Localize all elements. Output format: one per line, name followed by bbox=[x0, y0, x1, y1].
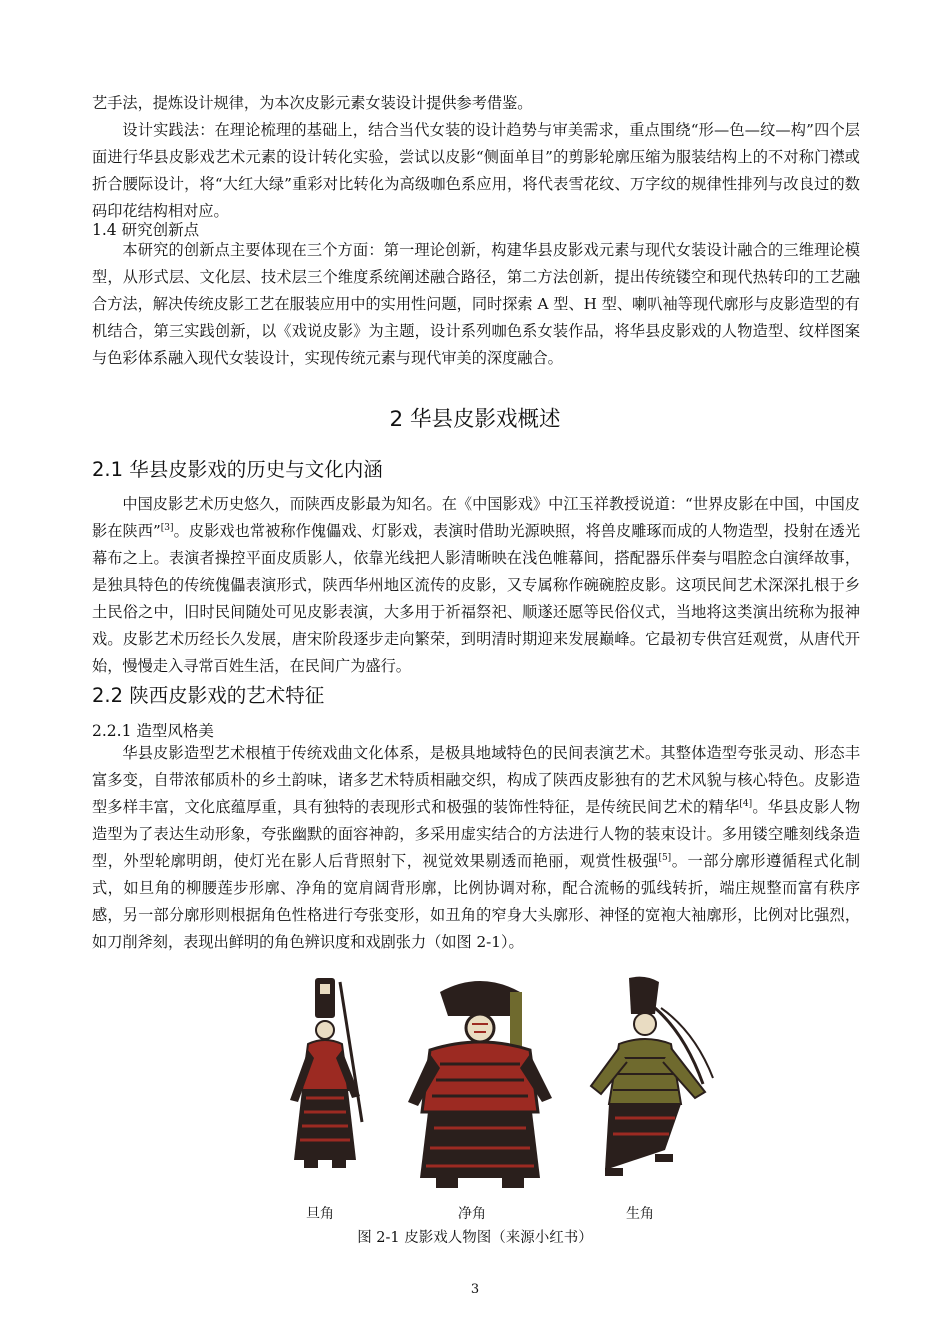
jing-jue-puppet-image bbox=[400, 972, 560, 1202]
subsection-heading-2-2-1: 2.2.1 造型风格美 bbox=[92, 722, 214, 740]
figure-label-jing: 净角 bbox=[458, 1206, 486, 1222]
paragraph-2-2-1 bbox=[92, 740, 860, 956]
paragraph-2-1-part-b: 。皮影戏也常被称作傀儡戏、灯影戏，表演时借助光源映照，将兽皮雕琢而成的人物造型，投射在透光幕布之上。表演者操控平面皮质影人，依靠光线把人影清晰映在浅色帷幕间，搭配器乐伴奏与唱腔念白演绎故事，是独具特色的传统傀儡表演形式，陕西华州地区流传的皮影，又专属称作碗碗腔皮影。这项民间艺术深深扎根于乡土民俗之中，旧时民间随处可见皮影表演，大多用于祈福祭祀、顺遂还愿等民俗仪式，当地将这类演出统称为报神戏。皮影艺术历经长久发展，唐宋阶段逐步走向繁荣，到明清时期迎来发展巅峰。它最初专供宫廷观赏，从唐代开始，慢慢走入寻常百姓生活，在民间广为盛行。 bbox=[92, 522, 861, 675]
page-number: 3 bbox=[470, 1282, 480, 1297]
paragraph-practice: 设计实践法：在理论梳理的基础上，结合当代女装的设计趋势与审美需求，重点围绕“形—色—纹—构”四个层面进行华县皮影戏艺术元素的设计转化实验，尝试以皮影“侧面单目”的剪影轮廓压缩为服装结构上的不对称门襟或折合腰际设计，将“大红大绿”重彩对比转化为高级咖色系应用，将代表雪花纹、万字纹的规律性排列与改良过的数码印花结构相对应。 bbox=[92, 121, 860, 220]
paragraph-2-1-part-a: 中国皮影艺术历史悠久，而陕西皮影最为知名。在《中国影戏》中江玉祥教授说道：“世界皮影在中国，中国皮影在陕西” bbox=[92, 495, 860, 540]
paragraph-innovation: 本研究的创新点主要体现在三个方面：第一理论创新，构建华县皮影戏元素与现代女装设计融合的三维理论模型，从形式层、文化层、技术层三个维度系统阐述融合路径，第二方法创新，提出传统镂空和现代热转印的工艺融合方法，解决传统皮影工艺在服装应用中的实用性问题，同时探索 A 型、H 型、喇叭袖等现代廓形与皮影造型的有机结合，第三实践创新，以《戏说皮影》为主题，设计系列咖色系女装作品，将华县皮影戏的人物造型、纹样图案与色彩体系融入现代女装设计，实现传统元素与现代审美的深度融合。 bbox=[92, 241, 860, 367]
puppet-figure bbox=[270, 972, 720, 1222]
sheng-jue-puppet-image bbox=[585, 974, 725, 1184]
paragraph-2-2-1-part-a: 华县皮影造型艺术根植于传统戏曲文化体系，是极具地域特色的民间表演艺术。其整体造型夸张灵动、形态丰富多变，自带浓郁质朴的乡土韵味，诸多艺术特质相融交织，构成了陕西皮影独有的艺术风貌与核心特色。皮影造型多样丰富，文化底蕴厚重，具有独特的表现形式和极强的装饰性特征，是传统民间艺术的精华 bbox=[92, 744, 860, 816]
figure-label-dan: 旦角 bbox=[306, 1206, 334, 1222]
citation-5: [5] bbox=[658, 852, 672, 863]
paragraph-method-end: 艺手法，提炼设计规律，为本次皮影元素女装设计提供参考借鉴。 bbox=[92, 94, 533, 112]
section-heading-1-4: 1.4 研究创新点 bbox=[92, 221, 200, 239]
figure-caption: 图 2-1 皮影戏人物图（来源小红书） bbox=[357, 1230, 593, 1246]
section-heading-2-1: 2.1 华县皮影戏的历史与文化内涵 bbox=[92, 458, 383, 481]
dan-jue-puppet-image bbox=[270, 972, 380, 1177]
paragraph-2-1 bbox=[92, 491, 860, 680]
paragraph-2-2-1-part-c: 。一部分廓形遵循程式化制式，如旦角的柳腰莲步形廓、净角的宽肩阔背形廓，比例协调对称，配合流畅的弧线转折，端庄规整而富有秩序感，另一部分廓形则根据角色性格进行夸张变形，如丑角的窄身大头廓形、神怪的宽袍大袖廓形，比例对比强烈，如刀削斧刻，表现出鲜明的角色辨识度和戏剧张力（如图 2-1）。 bbox=[92, 852, 860, 951]
section-heading-2-2: 2.2 陕西皮影戏的艺术特征 bbox=[92, 684, 325, 707]
paragraph-2-2-1-part-b: 。华县皮影人物造型为了表达生动形象，夸张幽默的面容神韵，多采用虚实结合的方法进行人物的装束设计。多用镂空雕刻线条造型，外型轮廓明朗，使灯光在影人后背照射下，视觉效果剔透而艳丽，观赏性极强 bbox=[92, 798, 861, 870]
citation-3: [3] bbox=[160, 522, 174, 533]
chapter-heading-2: 2 华县皮影戏概述 bbox=[389, 407, 561, 432]
citation-4: [4] bbox=[739, 798, 753, 809]
figure-label-sheng: 生角 bbox=[626, 1206, 654, 1222]
